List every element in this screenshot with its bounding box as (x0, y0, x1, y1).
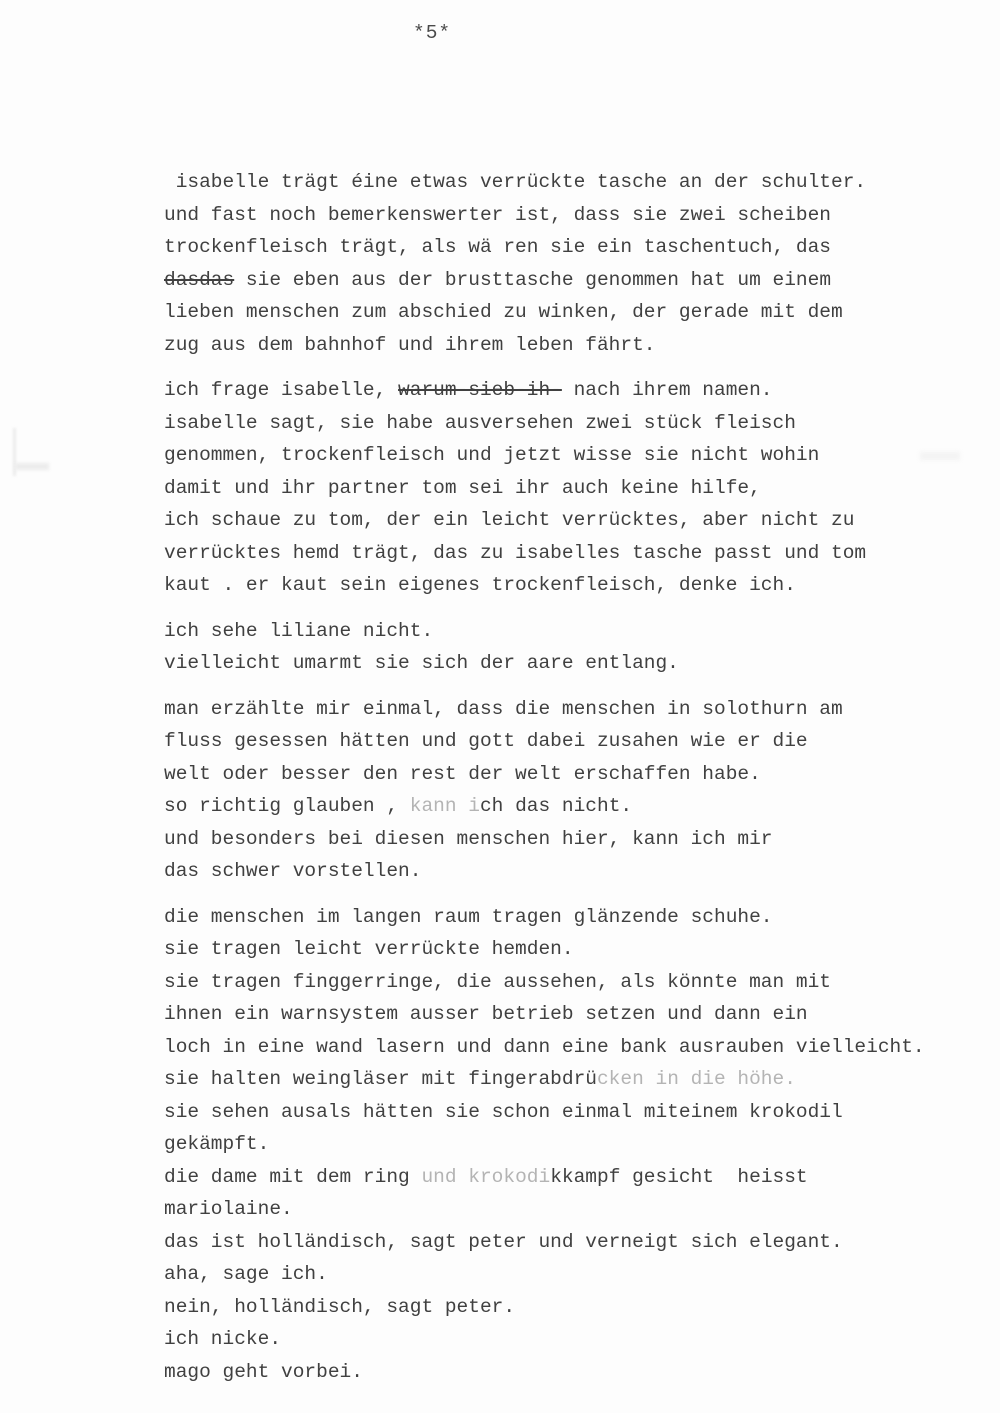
faint-text-segment: cken in die höhe. (596, 1068, 796, 1090)
text-line (164, 1031, 974, 1064)
text-segment: aha, sage ich. (164, 1263, 328, 1285)
text-segment: man erzählte mir einmal, dass die menschen in solothurn am (164, 697, 843, 720)
text-line (164, 472, 974, 505)
paragraph (164, 901, 974, 1389)
text-line (164, 166, 974, 199)
text-segment: vielleicht umarmt sie sich der aare entlang. (164, 652, 679, 674)
text-line (164, 966, 974, 999)
text-segment: damit und ihr partner tom sei ihr auch keine hilfe, (164, 476, 761, 499)
text-segment: mariolaine. (164, 1198, 293, 1220)
text-segment: das ist holländisch, sagt peter und verneigt sich elegant. (164, 1230, 843, 1253)
text-segment: die dame mit dem ring (164, 1165, 422, 1188)
text-segment: fluss gesessen hätten und gott dabei zusahen wie er die (164, 730, 808, 752)
text-line (164, 231, 974, 264)
struck-text-segment: warum-sieb-ih- (398, 379, 562, 401)
text-line (164, 1096, 974, 1129)
text-segment: sie eben aus der brusttasche genommen hat um einem (234, 268, 832, 291)
text-line (164, 407, 974, 440)
text-line (164, 374, 974, 407)
page-number: *5* (413, 22, 452, 44)
text-segment: mago geht vorbei. (164, 1360, 363, 1383)
text-line (164, 790, 974, 823)
struck-text-segment: dasdas (164, 268, 235, 291)
text-line (164, 569, 974, 602)
text-line (164, 504, 974, 537)
text-segment: verrücktes hemd trägt, das zu isabelles tasche passt und tom (164, 541, 867, 564)
text-segment: das schwer vorstellen. (164, 860, 422, 882)
text-segment: sie sehen ausals hätten sie schon einmal miteinem krokodil (164, 1100, 843, 1123)
text-line (164, 998, 974, 1031)
text-line (164, 758, 974, 791)
text-line (164, 901, 974, 934)
text-segment: und fast noch bemerkenswerter ist, dass sie zwei scheiben (164, 203, 832, 226)
text-segment: welt oder besser den rest der welt erschaffen habe. (164, 762, 761, 785)
text-segment: sie halten weingläser mit fingerabdrü (164, 1068, 597, 1090)
text-segment: so richtig glauben , (164, 795, 410, 817)
text-segment: isabelle sagt, sie habe ausversehen zwei stück fleisch (164, 411, 796, 434)
text-line (164, 1161, 974, 1194)
text-line (164, 537, 974, 570)
text-line (164, 855, 974, 888)
text-segment: nach ihrem namen. (561, 379, 773, 401)
text-line (164, 1323, 974, 1356)
text-body (164, 166, 974, 1401)
scan-artifact-smudge (15, 463, 49, 470)
text-segment: nein, holländisch, sagt peter. (164, 1295, 516, 1318)
text-segment: kaut . er kaut sein eigenes trockenfleisch, denke ich. (164, 574, 796, 596)
text-segment: ihnen ein warnsystem ausser betrieb setzen und dann ein (164, 1003, 808, 1025)
text-line (164, 296, 974, 329)
text-segment: ich frage isabelle, (164, 379, 399, 401)
text-line (164, 199, 974, 232)
text-line (164, 329, 974, 362)
text-segment: sie tragen finggerringe, die aussehen, als könnte man mit (164, 970, 832, 993)
text-segment: loch in eine wand lasern und dann eine bank ausrauben vielleicht. (164, 1035, 925, 1058)
text-segment: ich nicke. (164, 1328, 282, 1350)
text-line (164, 1063, 974, 1096)
text-segment: ich sehe liliane nicht. (164, 619, 434, 642)
text-segment: trockenfleisch trägt, als wä ren sie ein taschentuch, das (164, 236, 832, 258)
text-line (164, 1193, 974, 1226)
text-segment: ich schaue zu tom, der ein leicht verrücktes, aber nicht zu (164, 509, 855, 531)
paragraph (164, 615, 974, 680)
text-segment: genommen, trockenfleisch und jetzt wisse sie nicht wohin (164, 444, 820, 466)
text-segment: die menschen im langen raum tragen glänzende schuhe. (164, 905, 773, 928)
faint-text-segment: kann i (409, 795, 480, 817)
text-line (164, 1128, 974, 1161)
text-line (164, 1258, 974, 1291)
text-segment: sie tragen leicht verrückte hemden. (164, 938, 574, 960)
text-line (164, 933, 974, 966)
text-line (164, 264, 974, 297)
text-segment: gekämpft. (164, 1133, 270, 1155)
text-line (164, 823, 974, 856)
faint-text-segment: und krokodi (421, 1165, 551, 1188)
text-segment: lieben menschen zum abschied zu winken, der gerade mit dem (164, 301, 843, 323)
text-segment: isabelle trägt éine etwas verrückte tasche an der schulter. (164, 171, 867, 193)
text-line (164, 615, 974, 648)
text-segment: kkampf gesicht heisst (550, 1165, 808, 1188)
text-line (164, 1226, 974, 1259)
paragraph (164, 693, 974, 888)
text-line (164, 439, 974, 472)
text-line (164, 1291, 974, 1324)
text-line (164, 1356, 974, 1389)
paragraph (164, 166, 974, 361)
text-line (164, 725, 974, 758)
paragraph (164, 374, 974, 602)
text-segment: zug aus dem bahnhof und ihrem leben fährt. (164, 333, 656, 356)
text-line (164, 693, 974, 726)
text-segment: ch das nicht. (479, 795, 633, 817)
text-line (164, 647, 974, 680)
text-segment: und besonders bei diesen menschen hier, kann ich mir (164, 827, 773, 850)
